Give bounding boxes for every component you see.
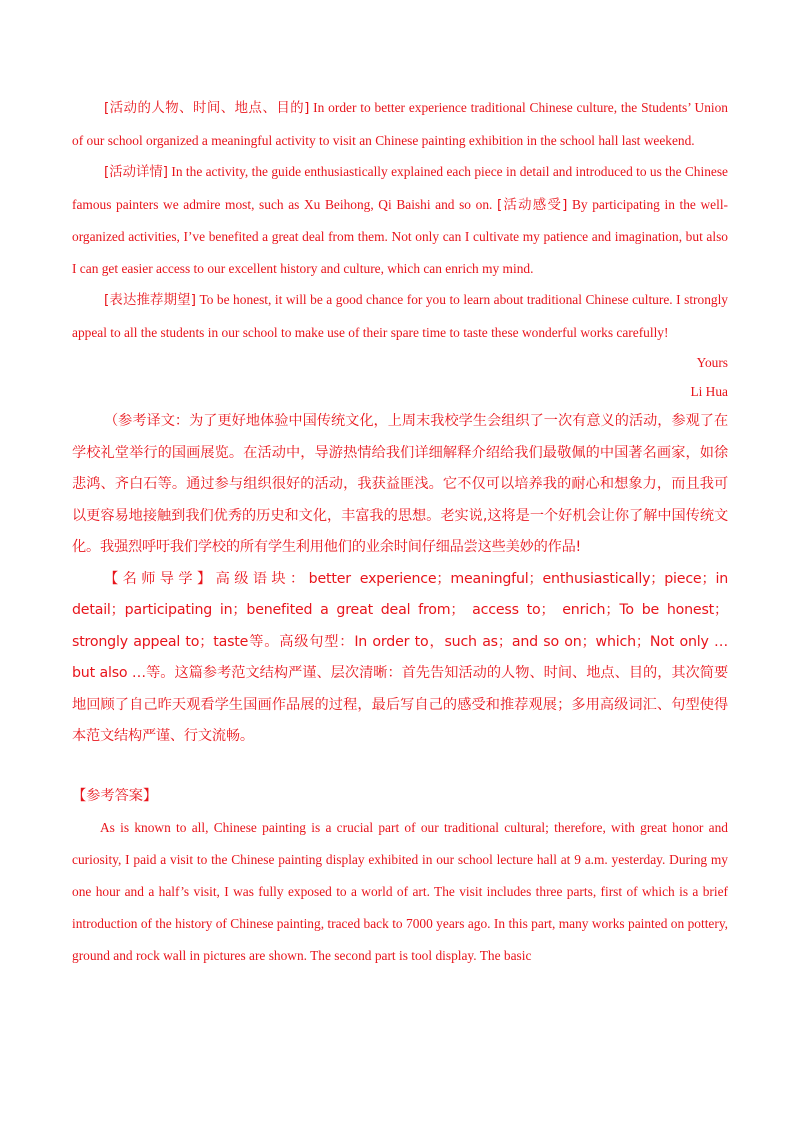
- document-page: [72, 92, 728, 972]
- guide-text: 高级语块：better experience；meaningful；enthusiastically；piece；in detail；participating in；benefited a great deal from； access to； enrich；To be honest；strongly appeal to；taste等。高级句型：In order to，such as；and so on；which；Not only … but also …等。这篇参考范文结构严谨、层次清晰：首先告知活动的人物、时间、地点、目的，其次简要地回顾了自己昨天观看学生国画作品展的过程，最后写自己的感受和推荐观展；多用高级词汇、句型使得本范文结构严谨、行文流畅。: [72, 570, 728, 744]
- section-tag: [表达推荐期望]: [104, 293, 196, 308]
- letter-signature: Li Hua: [690, 384, 728, 399]
- essay-paragraph-1: [72, 92, 728, 156]
- reference-translation: （参考译文：为了更好地体验中国传统文化，上周末我校学生会组织了一次有意义的活动，参观了在学校礼堂举行的国画展览。在活动中，导游热情给我们详细解释介绍给我们最敬佩的中国著名画家，如徐悲鸿、齐白石等。通过参与组织很好的活动，我获益匪浅。它不仅可以培养我的耐心和想象力，而且我可以更容易地接触到我们优秀的历史和文化，丰富我的思想。老实说,这将是一个好机会让你了解中国传统文化。我强烈呼吁我们学校的所有学生利用他们的业余时间仔细品尝这些美妙的作品!: [72, 413, 728, 555]
- answer-paragraph: As is known to all, Chinese painting is a crucial part of our traditional cultural; therefore, with great honor and curiosity, I paid a visit to the Chinese painting display exhibited in our school lecture hall at 9 a.m. yesterday. During my one hour and a half’s visit, I was fully exposed to a world of art. The visit includes three parts, first of which is a brief introduction of the history of Chinese painting, traced back to 7000 years ago. In this part, many works painted on pottery, ground and rock wall in pictures are shown. The second part is tool display. The basic: [72, 820, 728, 963]
- answer-heading: 【参考答案】: [72, 787, 158, 804]
- paragraph-text: By participating in the well-organized activities, I’ve benefited a great deal from them. Not only can I cultivate my patience and imagination, but also I can get easier access to our excellent history and culture, which can enrich my mind.: [72, 196, 729, 276]
- essay-paragraph-2: [72, 156, 728, 284]
- paragraph-text: In order to better experience traditional Chinese culture, the Students’ Union of our school organized a meaningful activity to visit an Chinese painting exhibition in the school hall last weekend.: [72, 100, 728, 148]
- section-tag: [活动的人物、时间、地点、目的]: [104, 101, 310, 116]
- paragraph-text: To be honest, it will be a good chance for you to learn about traditional Chinese culture. I strongly appeal to all the students in our school to make use of their spare time to taste these wonderful works carefully!: [72, 292, 729, 340]
- section-tag: [活动感受]: [496, 197, 568, 213]
- essay-paragraph-3: [72, 284, 728, 348]
- paragraph-text: In the activity, the guide enthusiastically explained each piece in detail and introduced to us the Chinese famous painters we admire most, such as Xu Beihong, Qi Baishi and so on.: [72, 164, 729, 212]
- guide-label: 【名师导学】: [104, 570, 216, 587]
- teacher-guide: [72, 564, 728, 753]
- letter-closing: Yours: [696, 355, 728, 370]
- section-tag: [活动详情]: [104, 165, 169, 180]
